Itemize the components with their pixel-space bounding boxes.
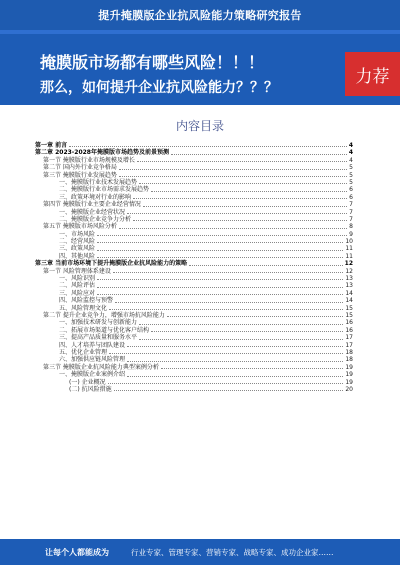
toc-entry-title: 四、其他风险 [59,252,96,260]
toc-entry-page: 4 [348,142,353,149]
toc-entry[interactable] [35,305,353,312]
toc-entry-title: 第三章 当前市场环境下提升掩膜版企业抗风险能力的策略 [35,260,188,268]
toc-entry-title: 第三节 掩膜版企业抗风险能力典型案例分析 [43,363,159,371]
toc-entry-page: 18 [345,356,353,364]
toc-entry-title: 六、加强供应链风险管理 [59,356,126,364]
toc-leader-dots [127,356,343,361]
toc-entry-title: 一、加强技术研发与创新能力 [59,319,138,327]
toc-entry-title: 二、拓展市场渠道与优化客户结构 [59,326,150,334]
toc-entry[interactable] [35,371,353,378]
toc-entry[interactable] [35,268,353,275]
toc-entry-page: 15 [345,311,353,319]
footer-slogan: 让每个人都能成为 [45,547,109,557]
toc-leader-dots [97,253,343,258]
toc-entry-title: 第一节 掩膜版行业市场规模及增长 [43,156,135,164]
toc-entry-title: (一) 企业概况 [69,378,106,386]
toc-entry-page: 5 [349,171,353,179]
toc-entry-page: 9 [349,230,353,238]
report-title: 提升掩膜版企业抗风险能力策略研究报告 [98,9,302,22]
recommend-badge: 力荐 [345,52,400,96]
toc-entry-page: 8 [349,223,353,231]
toc-entry-page: 4 [349,156,353,164]
toc-entry[interactable] [35,282,353,289]
toc-entry-page: 19 [345,378,353,386]
toc-entry-page: 14 [345,289,353,297]
toc-entry-title: 四、人才培养与团队建设 [59,341,126,349]
toc-leader-dots [113,268,343,273]
toc-leader-dots [108,379,344,384]
toc-entry-title: (二) 抗风险措施 [69,385,112,393]
toc-entry-page: 19 [345,371,353,379]
toc-entry-title: 一、市场风险 [59,230,96,238]
toc-leader-dots [119,164,347,169]
toc-entry[interactable] [35,260,353,267]
toc-leader-dots [97,238,343,243]
toc-entry-title: 二、掩膜版行业市场需求发展趋势 [59,186,150,194]
toc-entry-title: 三、政策环境对行业的影响 [59,193,132,201]
toc-leader-dots [119,172,347,177]
toc-entry-page: 7 [349,215,353,223]
toc-leader-dots [137,157,347,162]
toc-entry-title: 三、风险应对 [59,289,96,297]
toc-entry-page: 13 [345,275,353,283]
toc-entry-title: 三、政策风险 [59,245,96,253]
toc-leader-dots [127,371,343,376]
toc-leader-dots [109,305,343,310]
toc-entry[interactable] [35,149,353,156]
toc-entry[interactable] [35,334,353,341]
toc-leader-dots [139,319,343,324]
toc-entry-title: 第一章 前言 [35,142,68,149]
toc-entry-title: 第一节 风险管理体系建设 [43,267,111,275]
toc-entry[interactable] [35,342,353,349]
toc-entry-title: 第二章 2023-2028年掩膜版市场趋势及前景预测 [35,149,169,157]
toc-leader-dots [109,349,343,354]
toc-entry-page: 15 [345,304,353,312]
toc-entry-page: 10 [345,238,353,246]
toc-leader-dots [133,194,347,199]
toc-leader-dots [97,290,343,295]
toc-leader-dots [151,186,347,191]
toc-entry-page: 5 [349,178,353,186]
toc-entry[interactable] [35,245,353,252]
toc-entry[interactable] [35,164,353,171]
toc-entry[interactable] [35,201,353,208]
toc-entry-page: 7 [349,201,353,209]
toc-entry[interactable] [35,386,353,393]
toc-entry-title: 五、优化企业管理 [59,348,108,356]
report-header [0,0,400,30]
toc-leader-dots [69,142,347,147]
toc-entry-title: 第二节 国内外行业竞争格局 [43,164,117,172]
toc-entry-title: 一、风险识别 [59,275,96,283]
toc-entry-page: 5 [349,164,353,172]
toc-entry-title: 第二节 提升企业竞争力，增强市场抗风险能力 [43,311,165,319]
toc-leader-dots [139,334,343,339]
toc-entry-title: 三、提高产品质量和服务水平 [59,334,138,342]
toc-entry-page: 18 [345,348,353,356]
toc-entry[interactable] [35,209,353,216]
toc-entry[interactable] [35,379,353,386]
toc-entry[interactable] [35,172,353,179]
toc-entry[interactable] [35,297,353,304]
toc-entry-page: 13 [345,282,353,290]
banner-headline: 掩膜版市场都有哪些风险！！！ [40,53,265,72]
toc-entry-page: 16 [345,326,353,334]
toc-entry-title: 四、风险监控与预警 [59,297,114,305]
toc-leader-dots [97,282,343,287]
toc-entry-title: 一、掩膜版企业经营状况 [59,208,126,216]
toc-entry-title: 二、经营风险 [59,238,96,246]
footer-roles: 行业专家、管理专家、营销专家、战略专家、成功企业家…… [131,547,334,557]
toc-leader-dots [97,245,343,250]
table-of-contents [35,142,353,393]
toc-title: 内容目录 [175,119,224,133]
toc-entry-title: 一、掩膜版行业技术发展趋势 [59,178,138,186]
toc-entry-title: 第三节 掩膜版行业发展趋势 [43,171,117,179]
toc-leader-dots [151,327,343,332]
toc-leader-dots [189,260,343,265]
banner-stripe [0,30,400,34]
toc-entry-page: 12 [344,260,353,268]
toc-leader-dots [114,386,344,391]
toc-leader-dots [127,209,347,214]
toc-leader-dots [161,364,343,369]
toc-entry[interactable] [35,356,353,363]
footer-bar [0,539,400,565]
toc-entry-page: 19 [345,363,353,371]
toc-entry-page: 7 [349,208,353,216]
toc-leader-dots [133,216,347,221]
toc-leader-dots [143,201,347,206]
toc-entry-title: 二、风险评估 [59,282,96,290]
toc-leader-dots [167,312,343,317]
toc-entry-page: 11 [345,245,353,253]
toc-leader-dots [97,231,347,236]
toc-leader-dots [139,179,347,184]
toc-entry-title: 第五节 掩膜版市场风险分析 [43,223,117,231]
toc-entry[interactable] [35,186,353,193]
toc-entry[interactable] [35,319,353,326]
toc-leader-dots [115,297,343,302]
toc-entry-page: 16 [345,319,353,327]
toc-leader-dots [171,149,347,154]
toc-entry[interactable] [35,223,353,230]
banner-subheadline: 那么，如何提升企业抗风险能力？？？ [40,80,278,96]
toc-entry-title: 二、掩膜版企业竞争力分析 [59,215,132,223]
toc-entry-page: 14 [345,297,353,305]
toc-entry-page: 6 [349,193,353,201]
toc-leader-dots [127,342,343,347]
toc-entry[interactable] [35,364,353,371]
toc-entry-page: 17 [345,341,353,349]
toc-entry-page: 12 [345,267,353,275]
toc-entry-page: 17 [345,334,353,342]
toc-entry-title: 第四节 掩膜版行业主要企业经营情况 [43,201,141,209]
toc-entry[interactable] [35,231,353,238]
toc-leader-dots [97,275,343,280]
toc-entry-title: 一、掩膜版企业案例介绍 [59,371,126,379]
toc-entry-page: 4 [348,149,353,157]
toc-entry-title: 五、风险管理文化 [59,304,108,312]
toc-entry-page: 11 [345,252,353,260]
toc-entry-page: 20 [345,385,353,393]
toc-entry-page: 6 [349,186,353,194]
toc-leader-dots [119,223,347,228]
